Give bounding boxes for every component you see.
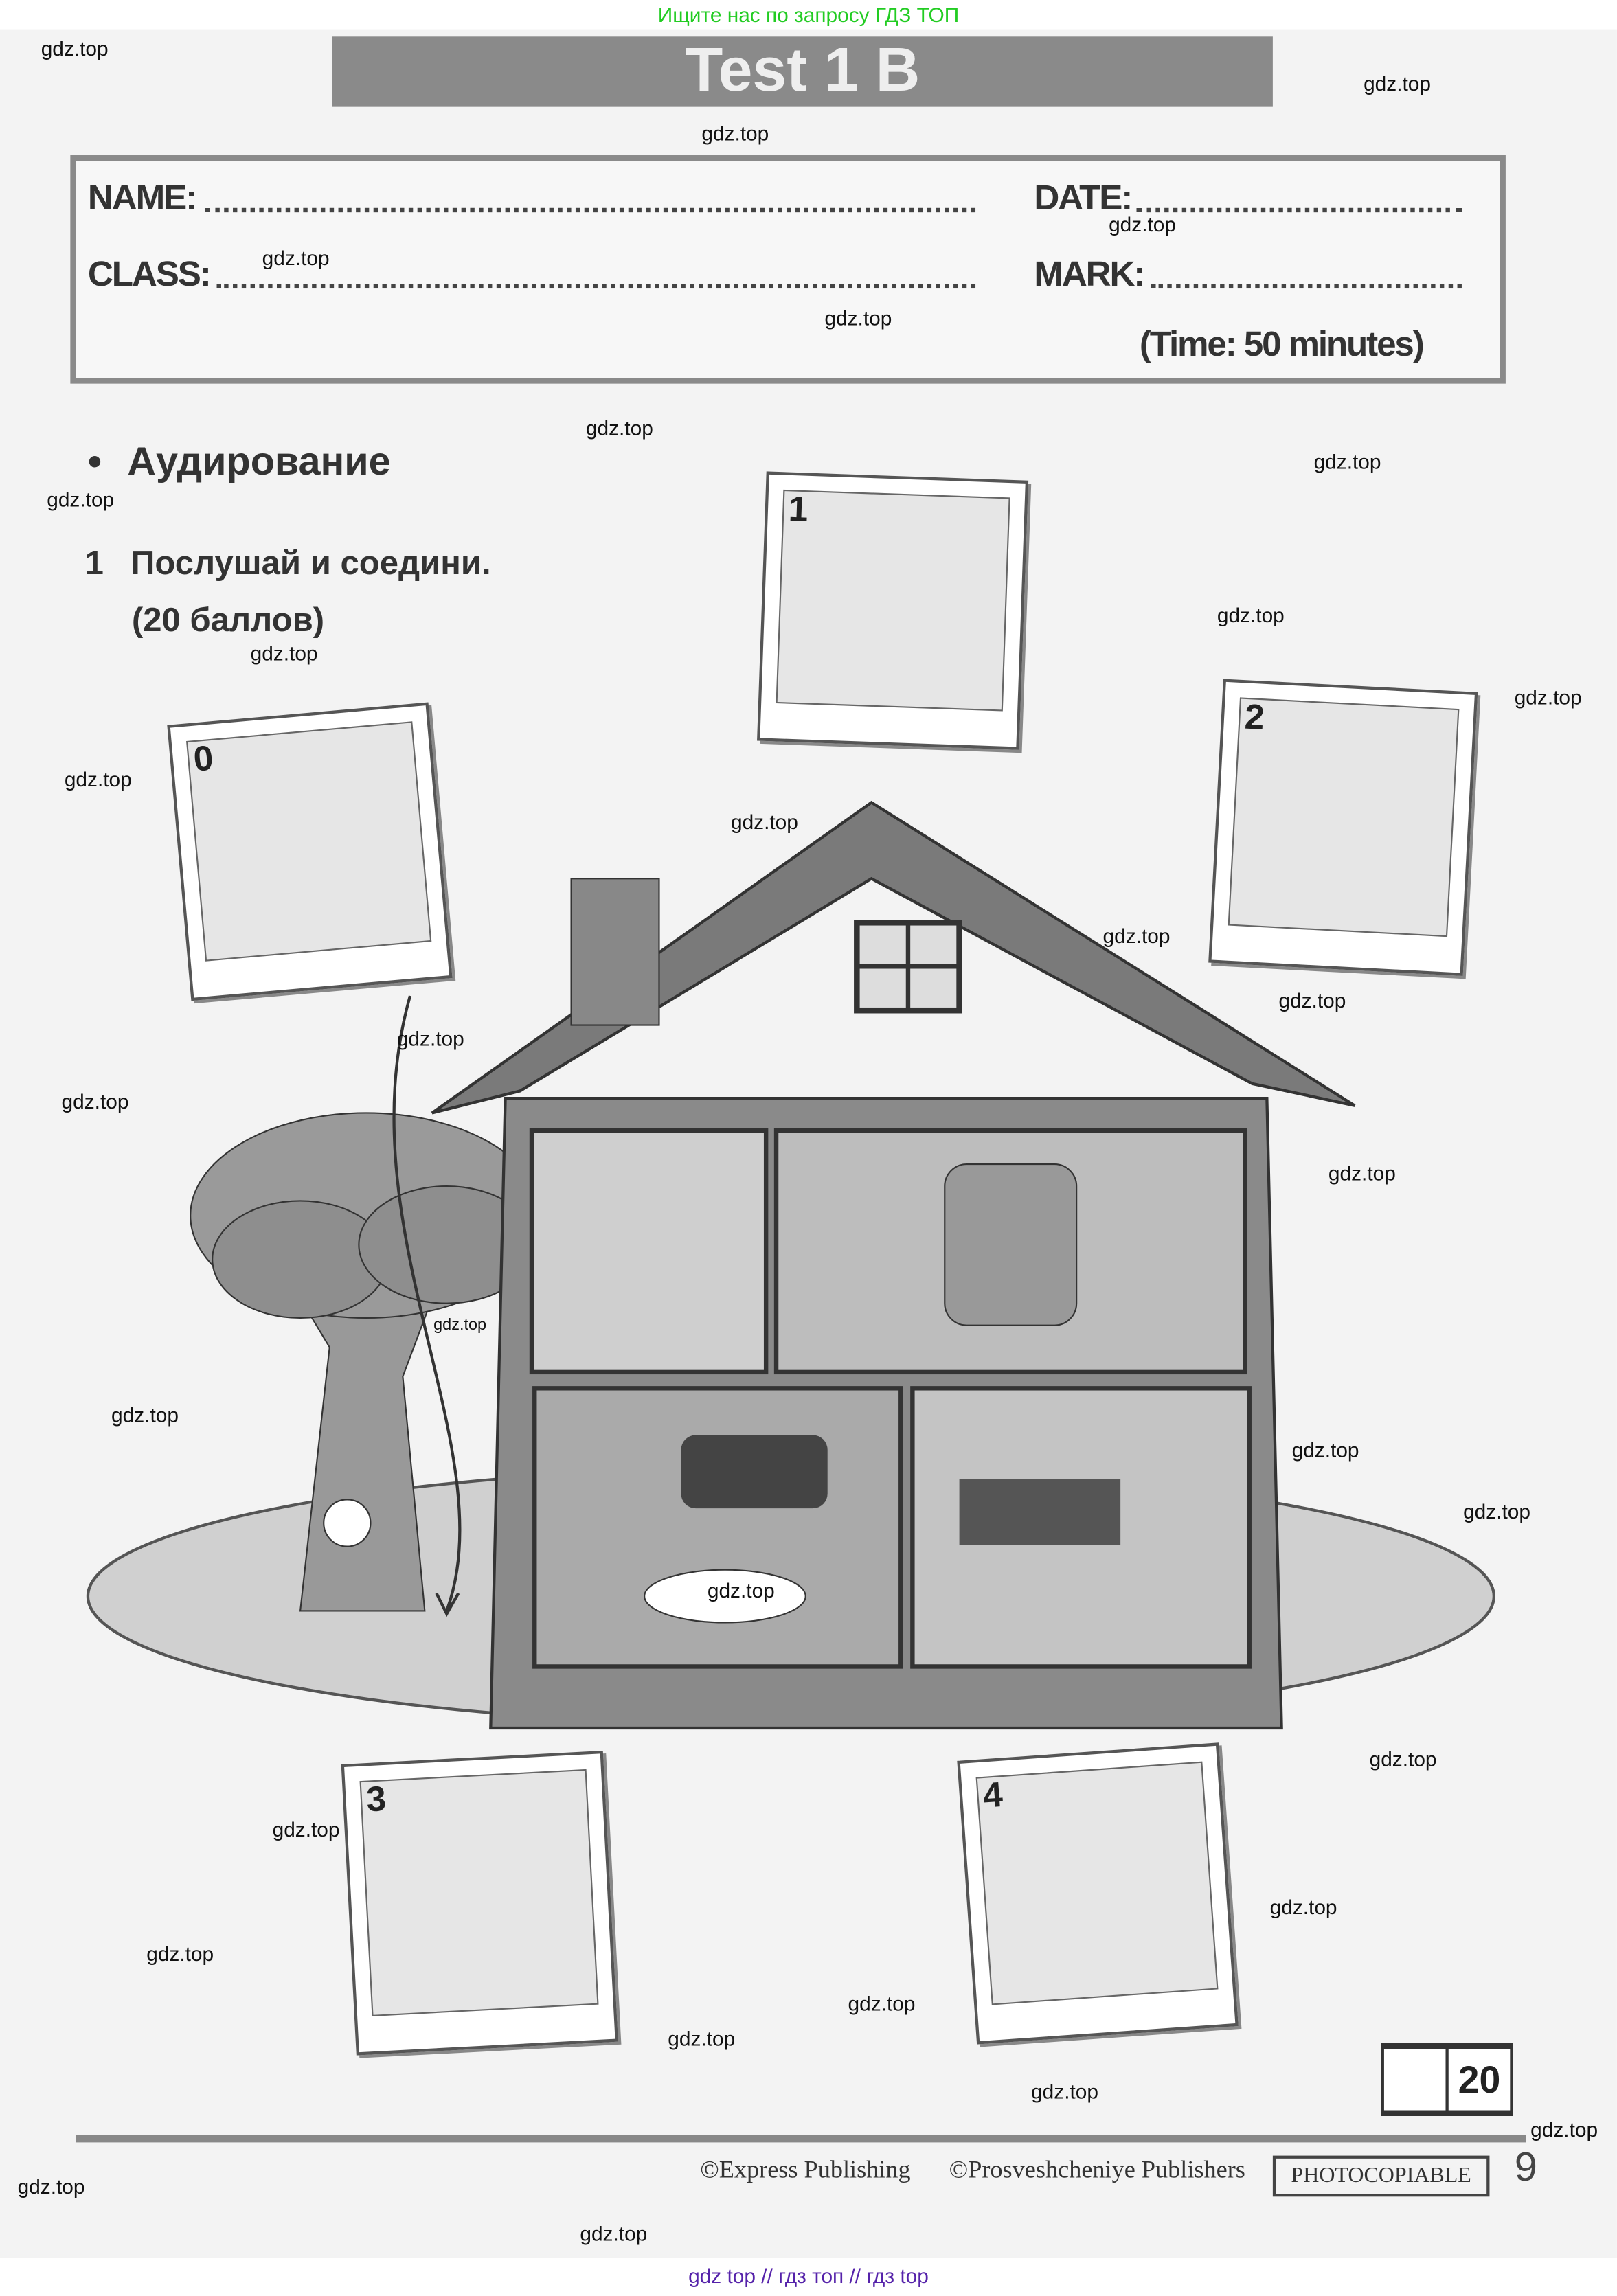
photo-0[interactable]: [167, 703, 452, 1001]
watermark: gdz.top: [17, 2174, 85, 2198]
watermark: gdz.top: [1291, 1437, 1359, 1462]
watermark: gdz.top: [1530, 2117, 1598, 2141]
watermark: gdz.top: [272, 1817, 340, 1841]
bottom-banner-link[interactable]: gdz top // гдз топ // гдз top: [688, 2264, 929, 2288]
footer-divider: [76, 2135, 1526, 2143]
watermark: gdz.top: [1102, 924, 1171, 948]
date-label: DATE:: [1034, 179, 1132, 218]
mark-label: MARK:: [1034, 255, 1144, 295]
photo-3[interactable]: [341, 1751, 618, 2056]
watermark: gdz.top: [396, 1026, 464, 1050]
name-field[interactable]: [205, 208, 976, 212]
watermark: gdz.top: [111, 1402, 179, 1427]
portrait-grandmother: [976, 1762, 1219, 2005]
watermark: gdz.top: [707, 1578, 775, 1602]
page-title: Test 1 B: [332, 36, 1273, 106]
watermark: gdz.top: [668, 2026, 736, 2051]
section-heading: [88, 440, 391, 485]
portrait-girl: [186, 721, 431, 962]
photo-4[interactable]: [957, 1742, 1239, 2044]
photo-number: 1: [787, 490, 809, 530]
score-box: [1381, 2043, 1513, 2116]
watermark: gdz.top: [1031, 2079, 1099, 2103]
watermark: gdz.top: [1463, 1499, 1531, 1523]
watermark: gdz.top: [1217, 603, 1285, 627]
portrait-woman: [776, 490, 1010, 712]
publisher-credit-2: ©Prosveshcheniye Publishers: [949, 2155, 1245, 2184]
watermark: gdz.top: [1278, 988, 1346, 1012]
bullet: •: [87, 439, 102, 484]
watermark: gdz.top: [146, 1942, 214, 1966]
watermark: gdz.top: [1328, 1161, 1396, 1185]
watermark: gdz.top: [1313, 449, 1381, 473]
mark-field[interactable]: [1151, 284, 1462, 288]
top-banner-link[interactable]: Ищите нас по запросу ГДЗ ТОП: [657, 3, 960, 27]
watermark: gdz.top: [1364, 71, 1432, 95]
watermark: gdz.top: [250, 641, 318, 666]
score-max: 20: [1445, 2049, 1510, 2111]
class-field[interactable]: [217, 284, 975, 288]
watermark: gdz.top: [47, 488, 115, 512]
watermark: gdz.top: [61, 1089, 129, 1113]
time-limit: (Time: 50 minutes): [1139, 325, 1423, 365]
photo-1[interactable]: [757, 471, 1028, 749]
watermark: gdz.top: [64, 767, 132, 791]
task-instruction: [85, 534, 491, 648]
photo-number: 0: [192, 738, 215, 780]
watermark: gdz.top: [1369, 1747, 1437, 1771]
watermark: gdz.top: [433, 1316, 487, 1334]
publisher-credit-1: ©Express Publishing: [700, 2155, 911, 2184]
watermark: gdz.top: [701, 121, 769, 146]
watermark: gdz.top: [848, 1991, 916, 2015]
watermark: gdz.top: [585, 416, 653, 440]
task-text: Послушай и соедини.: [131, 543, 491, 582]
photo-2[interactable]: [1208, 679, 1478, 975]
portrait-man: [360, 1769, 599, 2016]
watermark: gdz.top: [41, 36, 109, 60]
task-points: (20 баллов): [131, 600, 325, 639]
photo-number: 3: [365, 1780, 387, 1821]
page-number: 9: [1514, 2144, 1537, 2190]
watermark: gdz.top: [1269, 1895, 1337, 1919]
photocopiable-label: PHOTOCOPIABLE: [1273, 2156, 1490, 2197]
section-title: Аудирование: [127, 439, 391, 484]
task-number: 1: [84, 543, 104, 582]
photo-number: 2: [1243, 697, 1265, 738]
watermark: gdz.top: [824, 306, 892, 330]
class-label: CLASS:: [87, 255, 210, 295]
watermark: gdz.top: [730, 810, 798, 834]
watermark: gdz.top: [262, 246, 330, 270]
photo-number: 4: [982, 1775, 1004, 1817]
watermark: gdz.top: [1514, 685, 1582, 709]
date-field[interactable]: [1137, 208, 1462, 212]
watermark: gdz.top: [1109, 212, 1177, 236]
name-label: NAME:: [87, 179, 196, 218]
watermark: gdz.top: [580, 2221, 648, 2245]
